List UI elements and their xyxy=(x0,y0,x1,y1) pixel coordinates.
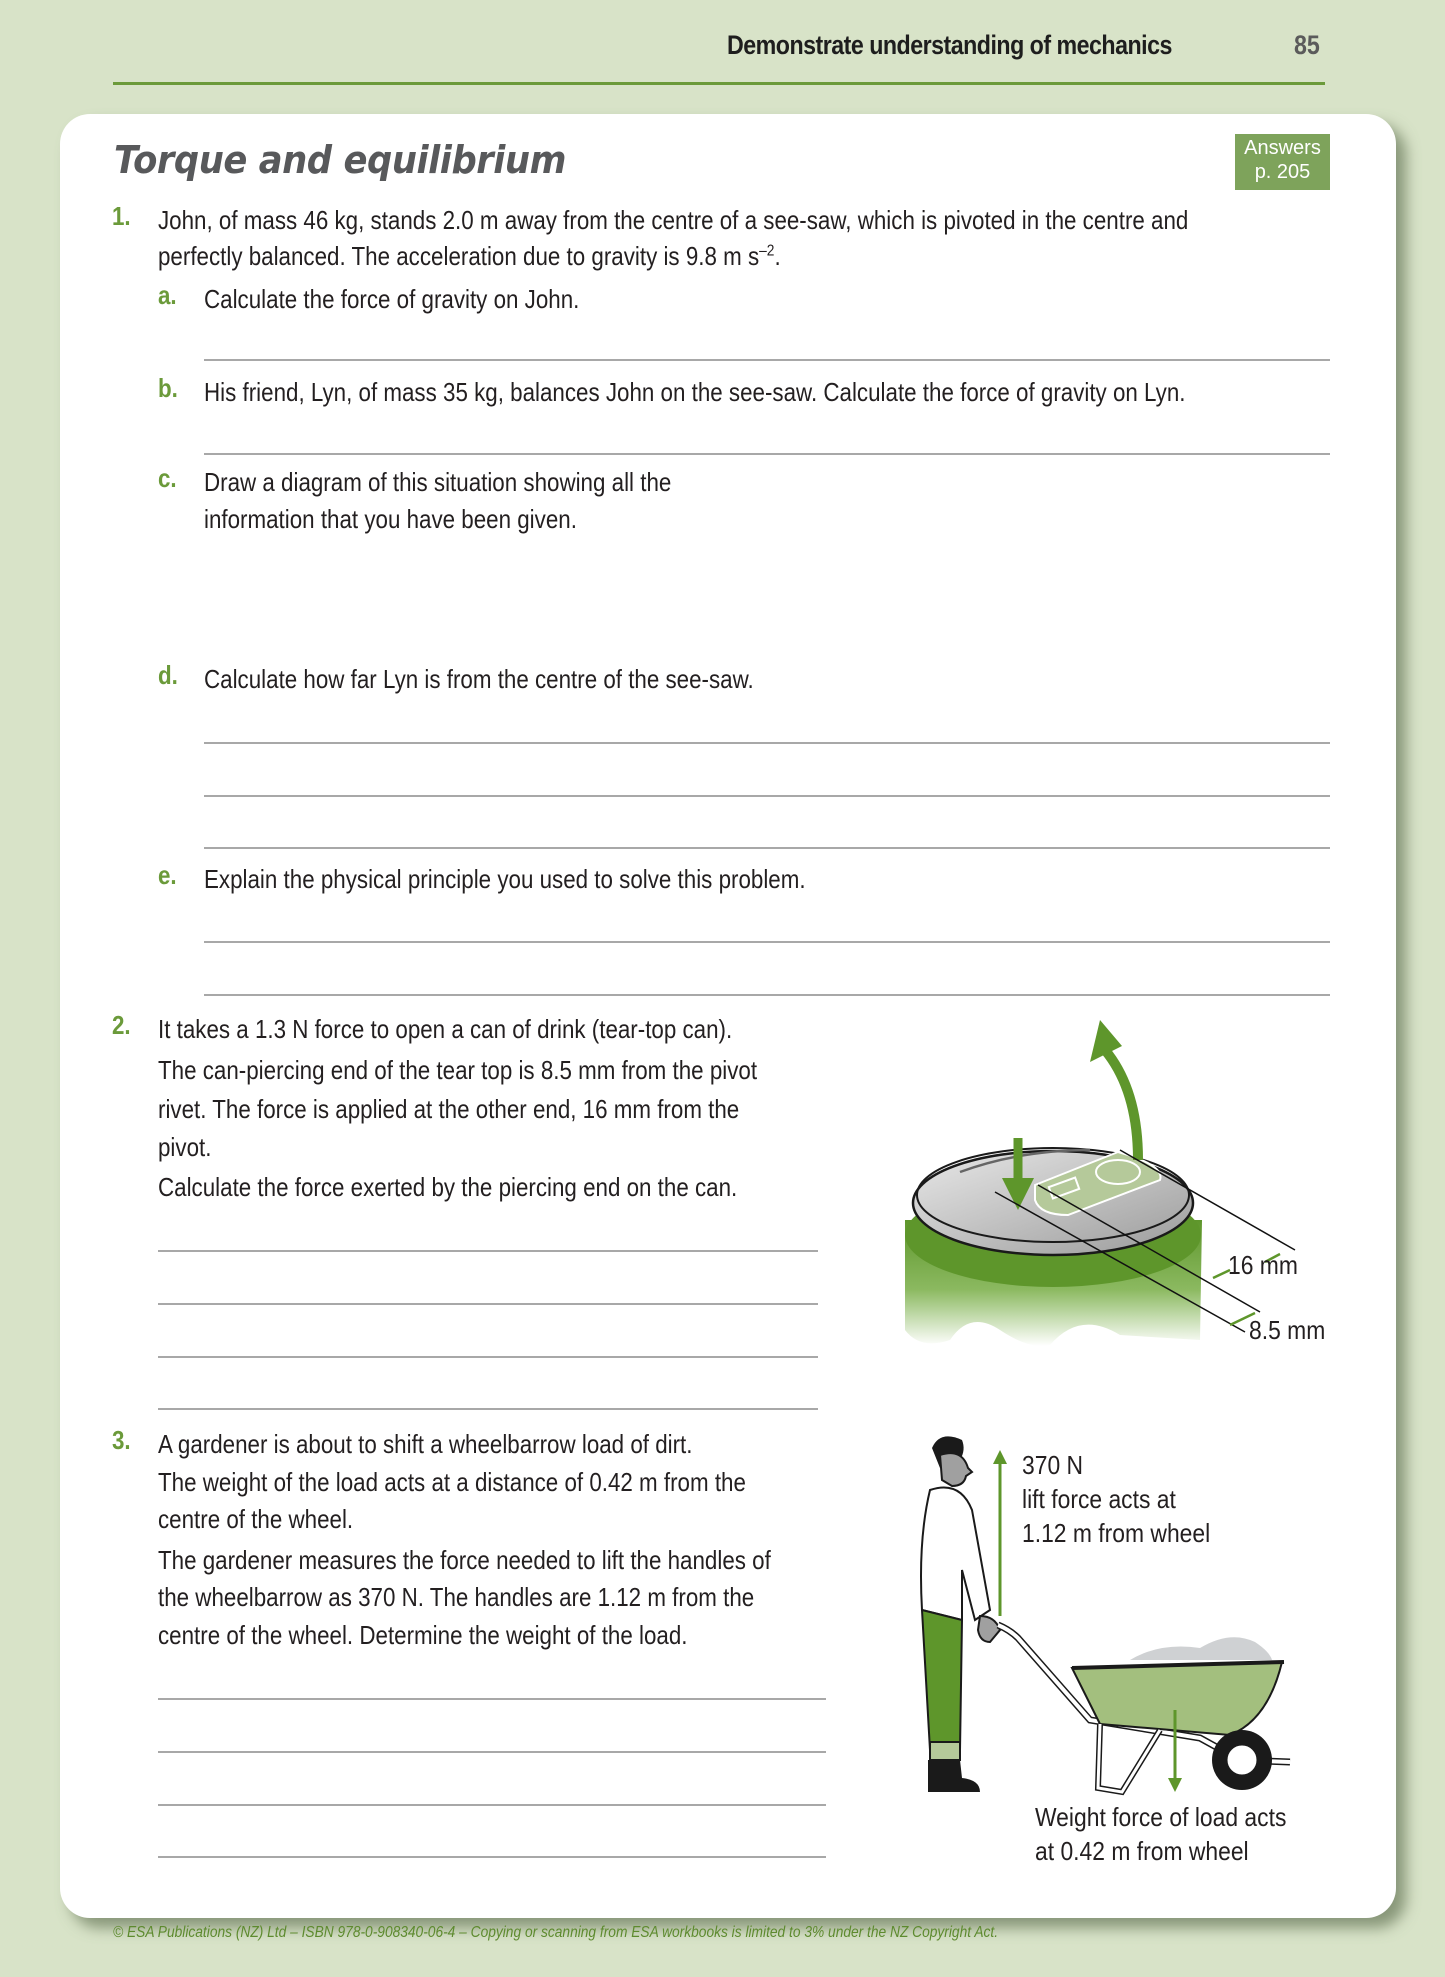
load-dirt xyxy=(1130,1637,1272,1660)
q1-text: perfectly balanced. The acceleration due to gravity is 9.8 m s xyxy=(158,241,760,271)
answer-line[interactable] xyxy=(158,1356,818,1358)
answer-line[interactable] xyxy=(158,1751,826,1753)
question-3-line4: The gardener measures the force needed to lift the handles of xyxy=(158,1545,771,1575)
question-1-text-line2 xyxy=(158,237,781,275)
answers-badge-label: Answers xyxy=(1244,137,1321,159)
answer-line[interactable] xyxy=(158,1408,818,1410)
wheelbarrow-tray xyxy=(1072,1662,1282,1735)
question-3-line2: The weight of the load acts at a distance of 0.42 m from the xyxy=(158,1467,746,1497)
question-2-line4: pivot. xyxy=(158,1132,212,1162)
answer-line[interactable] xyxy=(158,1804,826,1806)
lift-label-line2: lift force acts at xyxy=(1022,1484,1176,1514)
q1-superscript: –2 xyxy=(759,242,775,260)
question-2-line2: The can-piercing end of the tear top is 8.5 mm from the pivot xyxy=(158,1055,758,1085)
answer-line[interactable] xyxy=(158,1250,818,1252)
question-2-line1: It takes a 1.3 N force to open a can of drink (tear-top can). xyxy=(158,1014,733,1044)
wheelbarrow-leg-inner xyxy=(1098,1724,1160,1792)
wheelbarrow-figure xyxy=(900,1420,1300,1800)
weight-label-line1: Weight force of load acts xyxy=(1035,1802,1287,1832)
question-1-text-line1: John, of mass 46 kg, stands 2.0 m away from the centre of a see-saw, which is pivoted in the centre and xyxy=(158,205,1189,235)
answer-line[interactable] xyxy=(204,742,1330,744)
part-1e-text: Explain the physical principle you used to solve this problem. xyxy=(204,864,806,894)
part-1a-label: a. xyxy=(158,280,177,310)
part-1c-label: c. xyxy=(158,463,177,493)
weight-arrowhead-icon xyxy=(1168,1778,1182,1792)
answer-line[interactable] xyxy=(204,994,1330,996)
gardener-head xyxy=(940,1453,972,1486)
question-3-line3: centre of the wheel. xyxy=(158,1504,354,1534)
question-2-line3: rivet. The force is applied at the other end, 16 mm from the xyxy=(158,1094,740,1124)
page-number: 85 xyxy=(1294,30,1320,60)
answer-line[interactable] xyxy=(204,359,1330,361)
question-3-line1: A gardener is about to shift a wheelbarrow load of dirt. xyxy=(158,1429,693,1459)
question-3-line6: centre of the wheel. Determine the weight of the load. xyxy=(158,1620,688,1650)
label-16mm: 16 mm xyxy=(1228,1250,1298,1280)
question-2-number: 2. xyxy=(112,1010,131,1040)
part-1a-text: Calculate the force of gravity on John. xyxy=(204,284,580,314)
q1-period: . xyxy=(774,241,781,271)
part-1c-text-line1: Draw a diagram of this situation showing all the xyxy=(204,467,672,497)
part-1b-text: His friend, Lyn, of mass 35 kg, balances John on the see-saw. Calculate the force of gravity on Lyn. xyxy=(204,377,1186,407)
gardener-hand xyxy=(978,1616,1000,1642)
copyright-footer: © ESA Publications (NZ) Ltd – ISBN 978-0-908340-06-4 – Copying or scanning from ESA workbooks is limited to 3% under the NZ Copyright Act. xyxy=(113,1924,999,1941)
answers-badge[interactable] xyxy=(1235,134,1330,190)
part-1e-label: e. xyxy=(158,860,177,890)
lift-label-force: 370 N xyxy=(1022,1450,1084,1480)
answers-badge-page: p. 205 xyxy=(1254,161,1311,183)
lift-arrowhead-icon xyxy=(993,1450,1007,1464)
answer-line[interactable] xyxy=(158,1856,826,1858)
question-3-line5: the wheelbarrow as 370 N. The handles are 1.12 m from the xyxy=(158,1582,755,1612)
gardener-boot xyxy=(928,1760,980,1792)
part-1d-text: Calculate how far Lyn is from the centre of the see-saw. xyxy=(204,664,754,694)
weight-label-line2: at 0.42 m from wheel xyxy=(1035,1836,1249,1866)
answer-line[interactable] xyxy=(204,941,1330,943)
gardener-trousers xyxy=(922,1610,962,1750)
answer-line[interactable] xyxy=(158,1698,826,1700)
header-rule xyxy=(113,82,1325,85)
answer-line[interactable] xyxy=(204,795,1330,797)
label-8-5mm: 8.5 mm xyxy=(1249,1315,1326,1345)
part-1c-text-line2: information that you have been given. xyxy=(204,504,577,534)
lift-label-line3: 1.12 m from wheel xyxy=(1022,1518,1211,1548)
up-force-arrow xyxy=(1105,1050,1138,1160)
page-title: Torque and equilibrium xyxy=(114,138,566,182)
section-title: Demonstrate understanding of mechanics xyxy=(727,30,1172,60)
question-2-line5: Calculate the force exerted by the piercing end on the can. xyxy=(158,1172,738,1202)
part-1d-label: d. xyxy=(158,660,178,690)
question-3-number: 3. xyxy=(112,1425,131,1455)
answer-line[interactable] xyxy=(204,453,1330,455)
gardener-cuff xyxy=(930,1742,960,1760)
answer-line[interactable] xyxy=(204,847,1330,849)
answer-line[interactable] xyxy=(158,1303,818,1305)
part-1b-label: b. xyxy=(158,373,178,403)
question-1-number: 1. xyxy=(112,201,131,231)
wheel-hub xyxy=(1226,1744,1258,1776)
gardener-shirt xyxy=(921,1488,990,1621)
